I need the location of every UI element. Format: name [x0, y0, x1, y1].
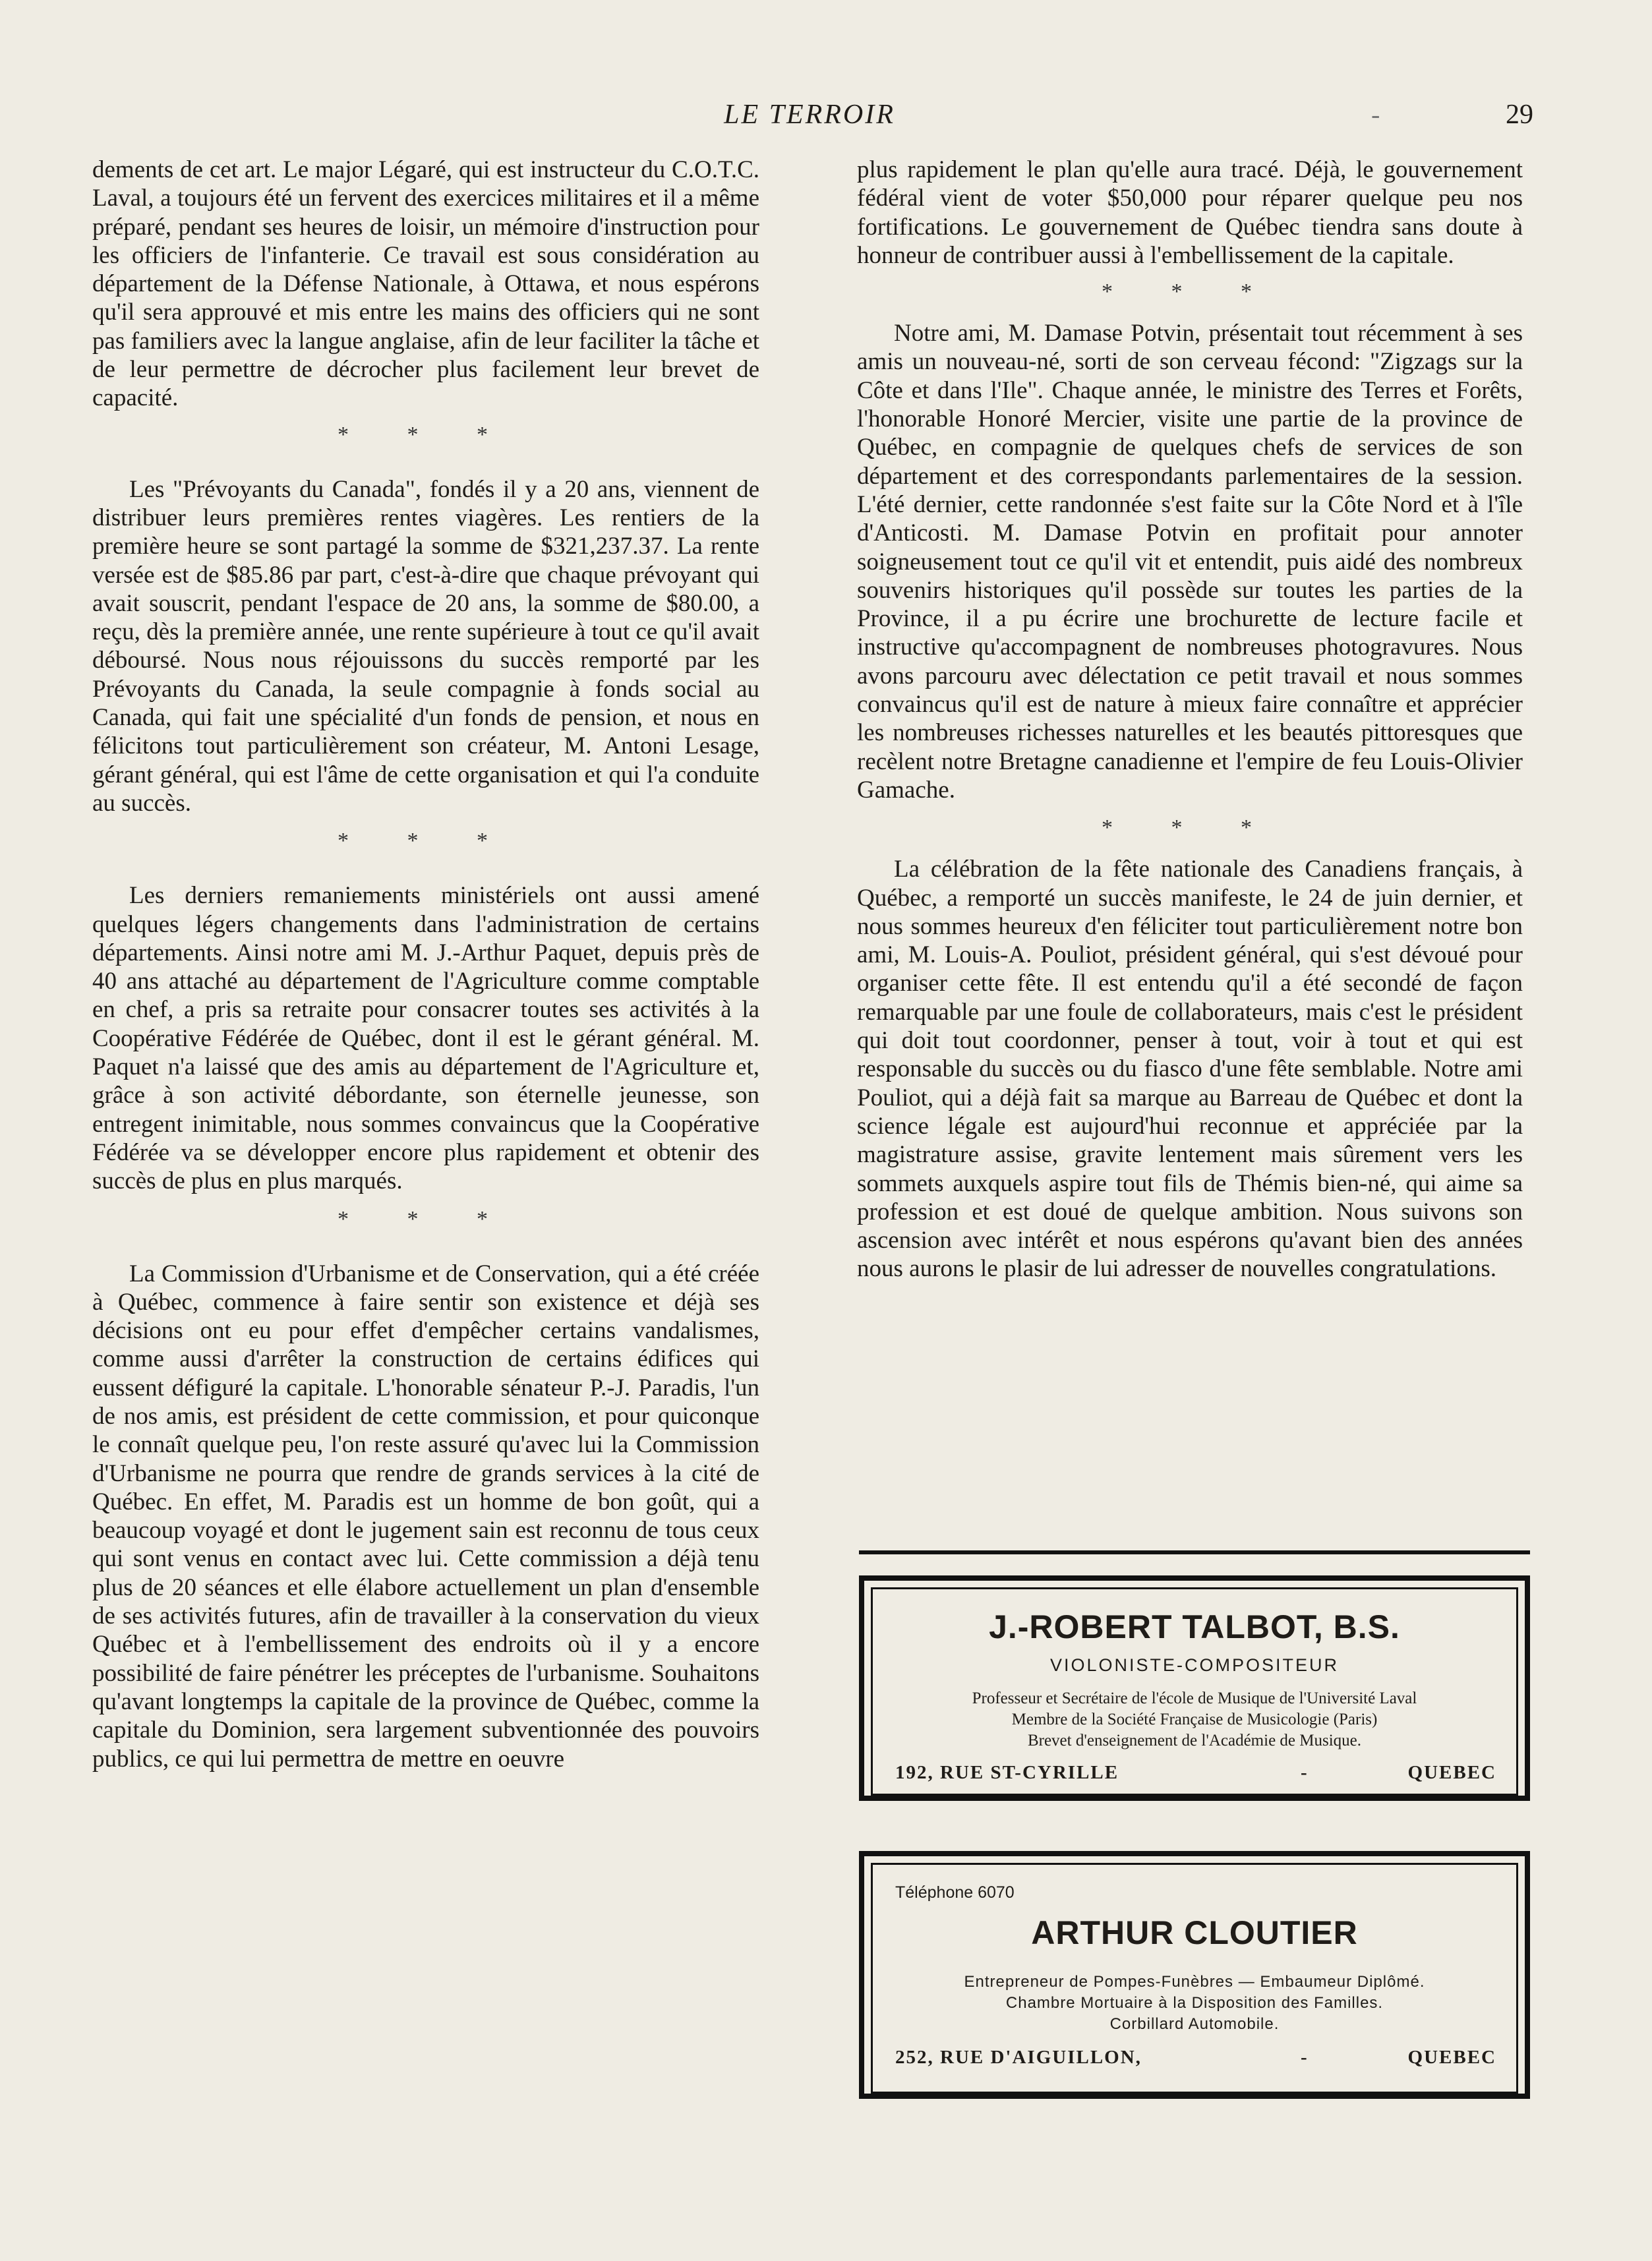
advertisement-talbot [859, 1575, 1530, 1819]
article-paragraph: La Commission d'Urbanisme et de Conservation, qui a été créée à Québec, commence à faire sentir son existence et déjà ses décisions ont eu pour effet d'empêcher certains vandalismes, comme aussi d'arrêter la construction de certains édifices qui eussent défiguré la capitale. L'honorable sénateur P.-J. Paradis, l'un de nos amis, est président de cette commission, et pour quiconque le connaît quelque peu, l'on reste assuré qu'avec lui la Commission d'Urbanisme ne pourra que rendre de grands services à la cité de Québec. En effet, M. Paradis est un homme de bon goût, qui a beaucoup voyagé et dont le jugement sain est reconnu de tous ceux qui sont venus en contact avec lui. Cette commission a déjà tenu plus de 20 séances et elle élabore actuellement un plan d'ensemble de ses activités futures, afin de travailler à la conservation du vieux Québec et à l'embellissement des endroits où il y a encore possibilité de faire pénétrer les préceptes de l'urbanisme. Souhaitons qu'avant longtemps la capitale de la province de Québec, comme la capitale du Dominion, sera largement subventionnée des pouvoirs publics, ce qui lui permettra de mettre en oeuvre [92, 1260, 759, 1773]
ad-talbot-address: 192, RUE ST-CYRILLE [895, 1762, 1119, 1783]
ad-cloutier-city: QUEBEC [1407, 2047, 1496, 2068]
article-paragraph: Les derniers remaniements ministériels ont aussi amené quelques légers changements dans l'administration de certains départements. Ainsi notre ami M. J.-Arthur Paquet, depuis près de 40 ans attaché au département de l'Agriculture comme comptable en chef, a pris sa retraite pour consacrer toutes ses activités à la Coopérative Fédérée de Québec, dont il est le gérant général. M. Paquet n'a laissé que des amis au département de l'Agriculture et, grâce à son activité débordante, son éternelle jeunesse, son entregent inimitable, nous sommes convaincus que la Coopérative Fédérée va se développer encore plus rapidement et obtenir des succès de plus en plus marqués. [92, 882, 759, 1195]
section-separator: * * * [1102, 815, 1278, 840]
article-paragraph: plus rapidement le plan qu'elle aura tracé. Déjà, le gouvernement fédéral vient de voter $50,000 pour réparer quelque peu nos fortifications. Le gouvernement de Québec tiendra sans doute à honneur de contribuer aussi à l'embellissement de la capitale. [857, 156, 1523, 269]
section-separator: * * * [1102, 279, 1278, 305]
header-dash: - [1371, 100, 1380, 129]
ad-cloutier-line: Corbillard Automobile. [1109, 2015, 1280, 2033]
ad-cloutier-address: 252, RUE D'AIGUILLON, [895, 2047, 1142, 2068]
ad-cloutier-line: Entrepreneur de Pompes-Funèbres — Embaumeur Diplômé. [964, 1973, 1425, 1991]
ad-cloutier-name: ARTHUR CLOUTIER [1031, 1914, 1358, 1951]
right-column [857, 156, 1523, 1283]
section-separator: * * * [338, 1206, 514, 1231]
ad-talbot-name: J.-ROBERT TALBOT, B.S. [989, 1608, 1400, 1645]
ad-cloutier-phone: Téléphone 6070 [895, 1883, 1015, 1902]
page-number: 29 [1506, 100, 1533, 130]
ad-cloutier-dash: - [1301, 2047, 1309, 2068]
ad-talbot-line: Professeur et Secrétaire de l'école de Musique de l'Université Laval [972, 1689, 1417, 1707]
ad-talbot-line: Brevet d'enseignement de l'Académie de Musique. [1027, 1732, 1362, 1749]
divider-rule [859, 1550, 1530, 1554]
ad-talbot-line: Membre de la Société Française de Musicologie (Paris) [1011, 1711, 1378, 1728]
article-paragraph: Les "Prévoyants du Canada", fondés il y a 20 ans, viennent de distribuer leurs premières rentes viagères. Les rentiers de la première heure se sont partagé la somme de $321,237.37. La rente versée est de $85.86 par part, c'est-à-dire que chaque prévoyant qui avait souscrit, pendant l'espace de 20 ans, la somme de $80.00, a reçu, dès la première année, une rente supérieure à tout ce qu'il avait déboursé. Nous nous réjouissons du succès remporté par les Prévoyants du Canada, la seule compagnie à fonds social au Canada, qui fait une spécialité d'un fonds de pension, et nous en félicitons tout particulièrement son créateur, M. Antoni Lesage, gérant général, qui est l'âme de cette organisation et qui l'a conduite au succès. [92, 475, 759, 817]
ad-talbot-city: QUEBEC [1407, 1762, 1496, 1783]
page-header [86, 99, 1533, 138]
article-paragraph: dements de cet art. Le major Légaré, qui est instructeur du C.O.T.C. Laval, a toujours été un fervent des exercices militaires et il a même préparé, pendant ses heures de loisir, un mémoire d'instruction pour les officiers de l'infanterie. Ce travail est sous considération au département de la Défense Nationale, à Ottawa, et nous espérons qu'il sera approuvé et mis entre les mains des officiers qui ne sont pas familiers avec la langue anglaise, afin de leur faciliter la tâche et de leur permettre de décrocher plus facilement leur brevet de capacité. [92, 156, 759, 412]
left-column [92, 156, 759, 1773]
article-paragraph: La célébration de la fête nationale des Canadiens français, à Québec, a remporté un succès manifeste, le 24 de juin dernier, et nous sommes heureux d'en féliciter tout particulièrement notre bon ami, M. Louis-A. Pouliot, président général, qui s'est dévoué pour organiser cette fête. Il est entendu qu'il a été secondé de façon remarquable par une foule de collaborateurs, mais c'est le président qui doit tout coordonner, penser à tout, voir à tout et qui est responsable du succès ou du fiasco d'une fête semblable. Notre ami Pouliot, qui a déjà fait sa marque au Barreau de Québec et dont la science légale est aujourd'hui reconnue et appréciée par la magistrature assise, gravite lentement mais sûrement vers les sommets auxquels aspire tout fils de Thémis bien-né, qui aime sa profession et est doué de quelque ambition. Nous suivons son ascension avec intérêt et nous espérons qu'avant bien des années nous aurons le plasir de lui adresser de nouvelles congratulations. [857, 856, 1523, 1283]
advertisement-cloutier [859, 1851, 1530, 2101]
ad-cloutier-line: Chambre Mortuaire à la Disposition des Familles. [1005, 1994, 1384, 2012]
running-title: LE TERROIR [724, 100, 895, 130]
ad-talbot-dash: - [1301, 1762, 1309, 1783]
ad-talbot-subtitle: VIOLONISTE-COMPOSITEUR [1049, 1655, 1340, 1675]
section-separator: * * * [338, 829, 514, 854]
section-separator: * * * [338, 422, 514, 447]
article-paragraph: Notre ami, M. Damase Potvin, présentait tout récemment à ses amis un nouveau-né, sorti de son cerveau fécond: "Zigzags sur la Côte et dans l'Ile". Chaque année, le ministre des Terres et Forêts, l'honorable Honoré Mercier, visite une partie de la province de Québec, en compagnie de quelques chefs de services de son département et des correspondants parlementaires de la session. L'été dernier, cette randonnée s'est faite sur la Côte Nord et à l'île d'Anticosti. M. Damase Potvin en profitait pour annoter soigneusement tout ce qu'il vit et entendit, puis aidé des nombreux souvenirs historiques qu'il possède sur toutes les parties de la Province, il a pu écrire une brochurette de lecture facile et instructive qu'accompagnent de nombreuses photogravures. Nous avons parcouru avec délectation ce petit travail et nous sommes convaincus qu'il est de nature à mieux faire connaître et apprécier les nombreuses richesses naturelles et les beautés pittoresques que recèlent notre Bretagne canadienne et l'empire de feu Louis-Olivier Gamache. [857, 320, 1523, 804]
